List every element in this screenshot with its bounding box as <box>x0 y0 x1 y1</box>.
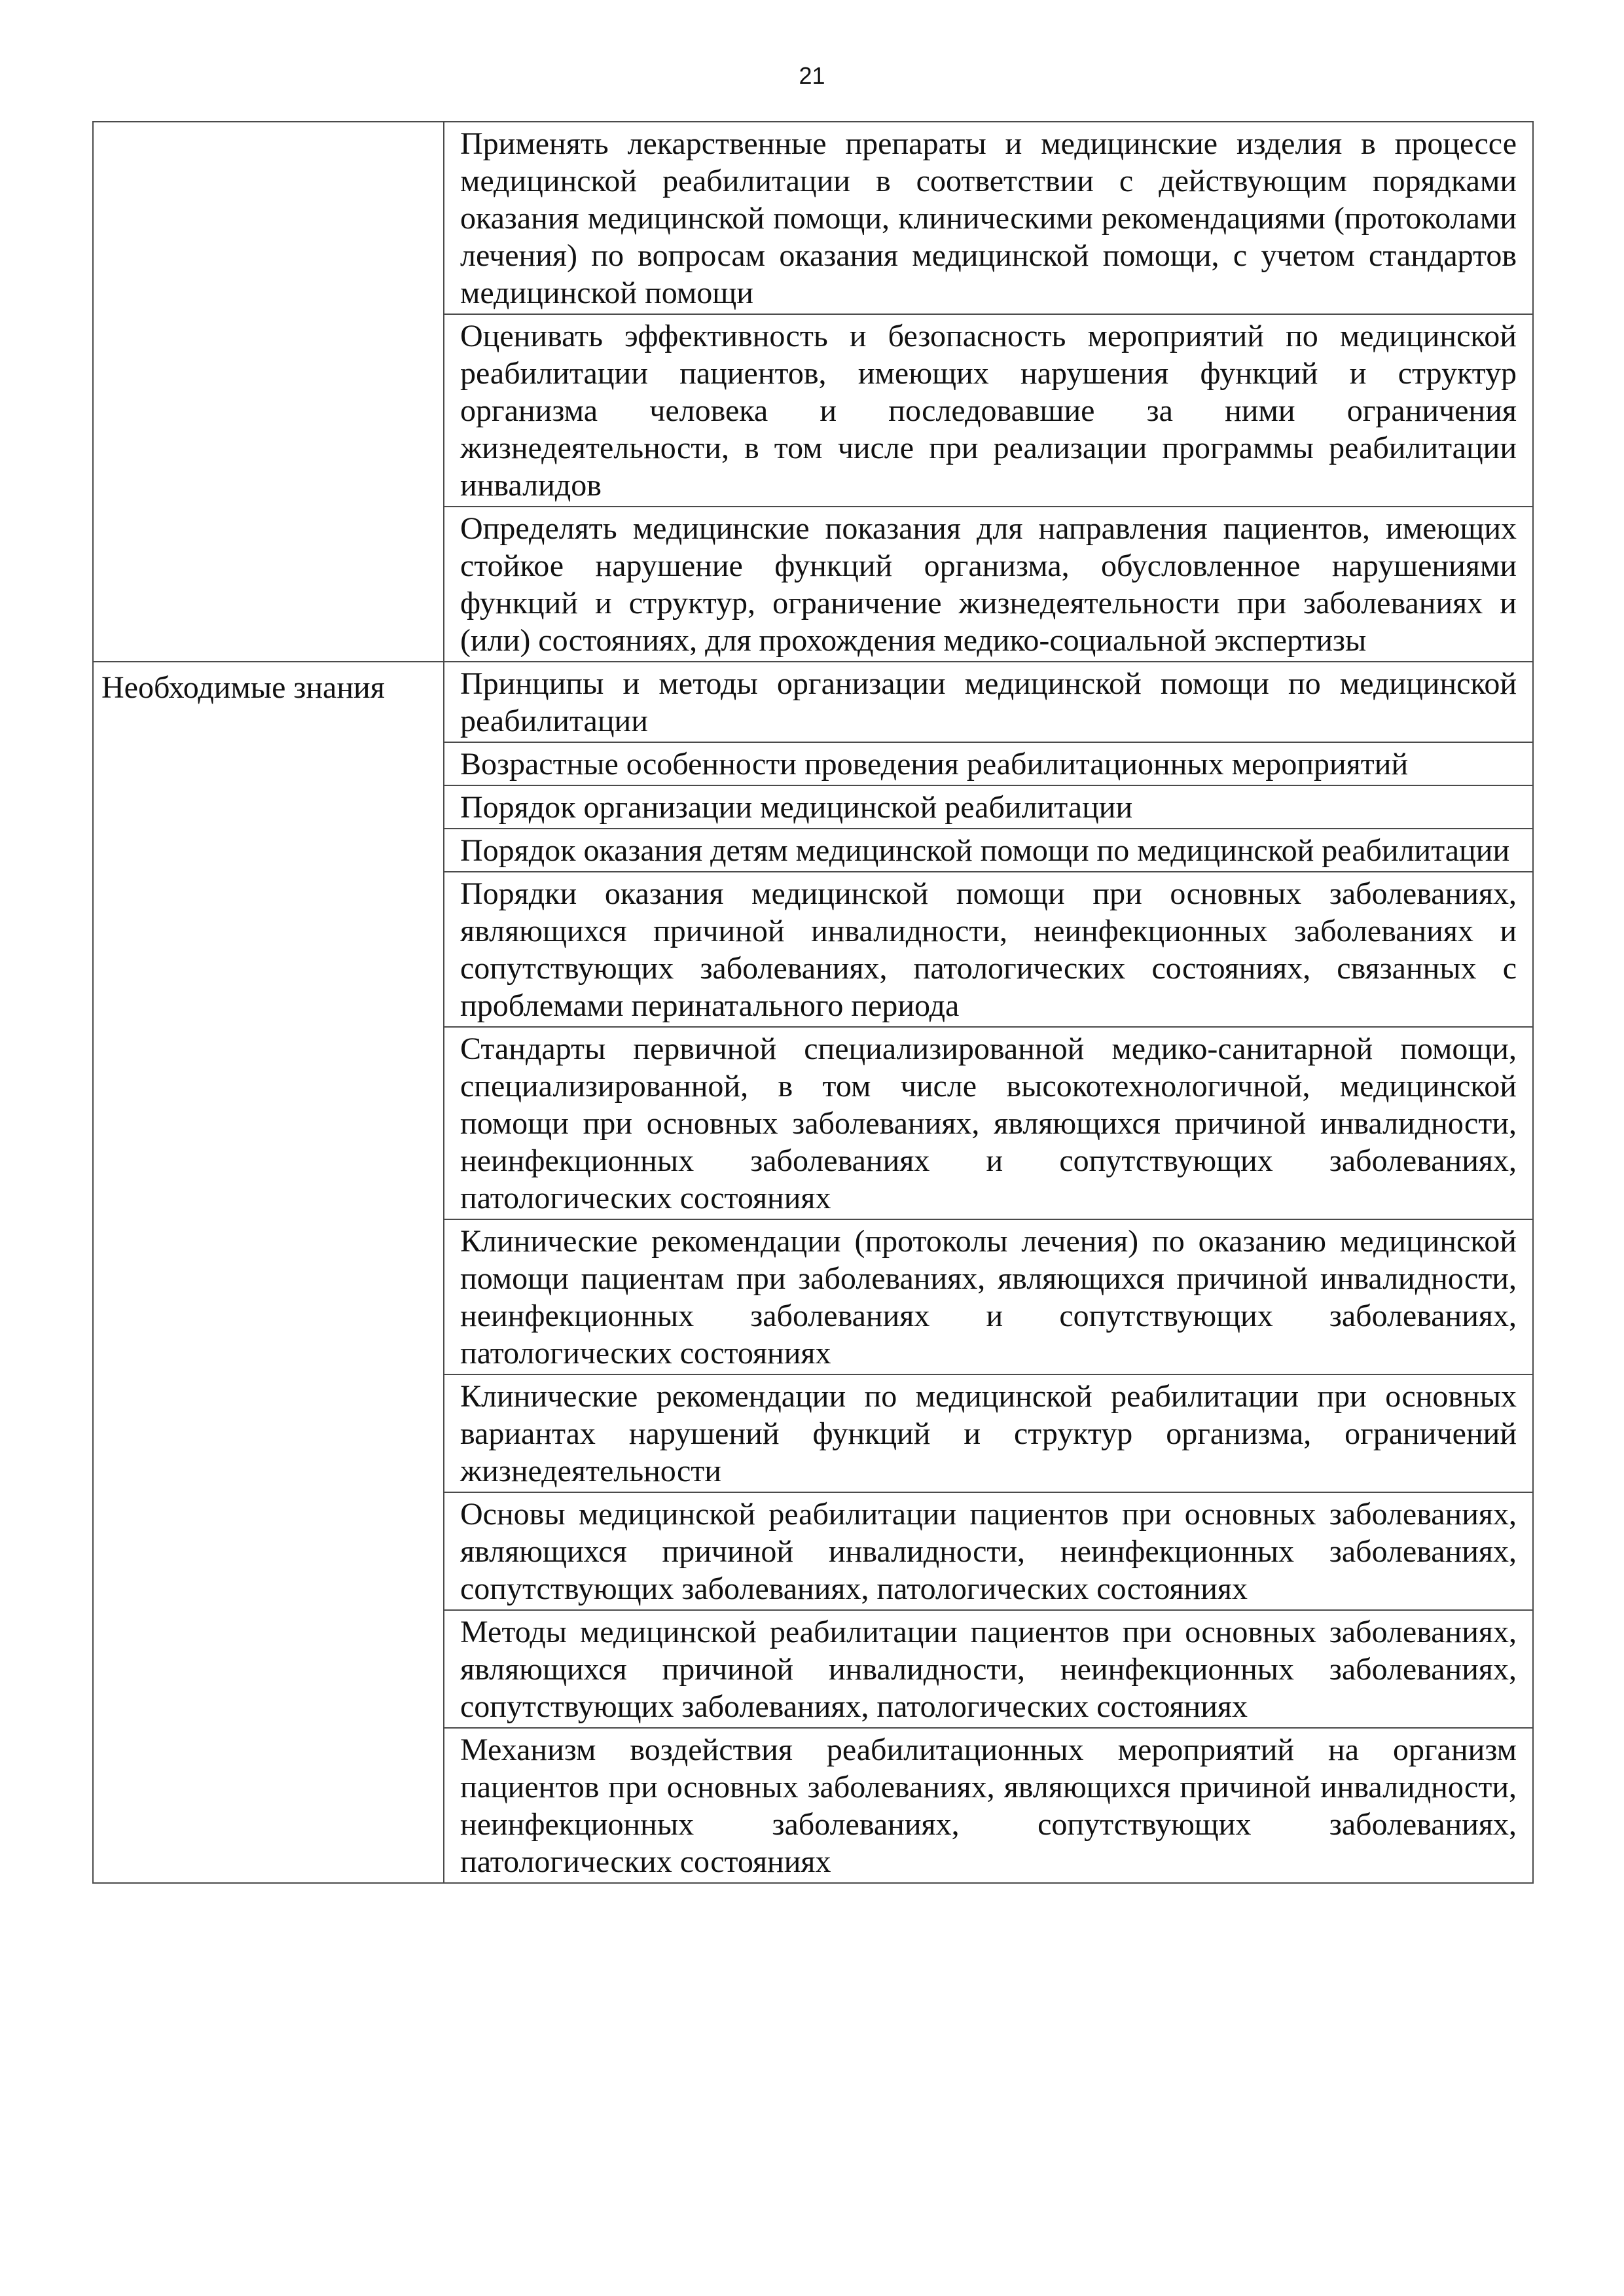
table-cell: Клинические рекомендации (протоколы лечения) по оказанию медицинской помощи пациентам при заболеваниях, являющихся причиной инвалидности, неинфекционных заболеваниях и сопутствующих заболеваниях, патологических состояниях <box>444 1219 1533 1374</box>
table-cell: Оценивать эффективность и безопасность мероприятий по медицинской реабилитации пациентов, имеющих нарушения функций и структур организма человека и последовавшие за ними ограничения жизнедеятельности, в том числе при реализации программы реабилитации инвалидов <box>444 314 1533 507</box>
table-cell: Порядки оказания медицинской помощи при основных заболеваниях, являющихся причиной инвалидности, неинфекционных заболеваниях и сопутствующих заболеваниях, патологических состояниях, связанных с проблемами перинатального периода <box>444 872 1533 1027</box>
section-label-cell <box>93 122 444 662</box>
requirements-table <box>92 121 1534 1884</box>
table-cell: Методы медицинской реабилитации пациентов при основных заболеваниях, являющихся причиной инвалидности, неинфекционных заболеваниях, сопутствующих заболеваниях, патологических состояниях <box>444 1610 1533 1728</box>
section-label-cell: Необходимые знания <box>93 662 444 1883</box>
table-cell: Основы медицинской реабилитации пациентов при основных заболеваниях, являющихся причиной инвалидности, неинфекционных заболеваниях, сопутствующих заболеваниях, патологических состояниях <box>444 1492 1533 1610</box>
table-cell: Клинические рекомендации по медицинской реабилитации при основных вариантах нарушений функций и структур организма, ограничений жизнедеятельности <box>444 1374 1533 1492</box>
table-cell: Порядок организации медицинской реабилитации <box>444 785 1533 829</box>
table-cell: Возрастные особенности проведения реабилитационных мероприятий <box>444 742 1533 785</box>
table-cell: Применять лекарственные препараты и медицинские изделия в процессе медицинской реабилитации в соответствии с действующим порядками оказания медицинской помощи, клиническими рекомендациями (протоколами лечения) по вопросам оказания медицинской помощи, с учетом стандартов медицинской помощи <box>444 122 1533 314</box>
table-cell: Принципы и методы организации медицинской помощи по медицинской реабилитации <box>444 662 1533 742</box>
table-cell: Стандарты первичной специализированной медико-санитарной помощи, специализированной, в том числе высокотехнологичной, медицинской помощи при основных заболеваниях, являющихся причиной инвалидности, неинфекционных заболеваниях и сопутствующих заболеваниях, патологических состояниях <box>444 1027 1533 1219</box>
table-row <box>93 122 1533 314</box>
table-cell: Порядок оказания детям медицинской помощи по медицинской реабилитации <box>444 829 1533 872</box>
table-cell: Механизм воздействия реабилитационных мероприятий на организм пациентов при основных заболеваниях, являющихся причиной инвалидности, неинфекционных заболеваниях, сопутствующих заболеваниях, патологических состояниях <box>444 1728 1533 1883</box>
page-number: 21 <box>799 62 825 89</box>
table-row <box>93 662 1533 742</box>
table-cell: Определять медицинские показания для направления пациентов, имеющих стойкое нарушение функций организма, обусловленное нарушениями функций и структур, ограничение жизнедеятельности при заболеваниях и (или) состояниях, для прохождения медико-социальной экспертизы <box>444 507 1533 662</box>
